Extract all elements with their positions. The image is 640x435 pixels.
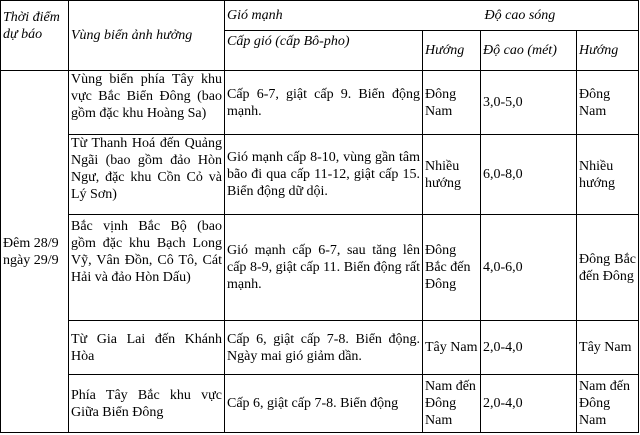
region-cell: Vùng biển phía Tây khu vực Bắc Biển Đông (bao gồm đặc khu Hoàng Sa) (69, 71, 225, 135)
header-height: Độ cao (mét) (481, 31, 577, 71)
table-row (1, 71, 639, 135)
table-row (1, 375, 639, 433)
region-cell: Bắc vịnh Bắc Bộ (bao gồm đặc khu Bạch Long Vỹ, Vân Đồn, Cô Tô, Cát Hải và đảo Hòn Dấu) (69, 215, 225, 321)
header-wave (484, 1, 639, 31)
level-cell: Cấp 6, giật cấp 7-8. Biển động. Ngày mai gió giảm dần. (225, 321, 423, 375)
level-cell: Gió mạnh cấp 6-7, sau tăng lên cấp 8-9, giật cấp 11. Biển động rất mạnh. (225, 215, 423, 321)
header-time: Thời điểm dự báo (1, 1, 69, 71)
forecast-time: Đêm 28/9 ngày 29/9 (1, 71, 69, 433)
wave-direction-cell: Nhiều hướng (577, 135, 639, 215)
wave-direction-cell: Tây Nam (577, 321, 639, 375)
table-row (1, 321, 639, 375)
region-cell: Phía Tây Bắc khu vực Giữa Biển Đông (69, 375, 225, 433)
header-level: Cấp gió (cấp Bô-pho) (225, 31, 423, 71)
region-cell: Từ Thanh Hoá đến Quảng Ngãi (bao gồm đảo Hòn Ngư, đặc khu Cồn Cỏ và Lý Sơn) (69, 135, 225, 215)
wave-direction-cell: Đông Nam (577, 71, 639, 135)
wave-direction-cell: Nam đến Đông Nam (577, 375, 639, 433)
height-cell: 3,0-5,0 (481, 71, 577, 135)
level-cell: Cấp 6-7, giật cấp 9. Biển động mạnh. (225, 71, 423, 135)
wave-direction-cell: Đông Bắc đến Đông (577, 215, 639, 321)
height-cell: 6,0-8,0 (481, 135, 577, 215)
level-cell: Cấp 6, giật cấp 7-8. Biển động (225, 375, 423, 433)
wind-direction-cell: Nhiều hướng (423, 135, 481, 215)
header-wave-label: Độ cao sóng (484, 8, 556, 23)
table-row (1, 135, 639, 215)
table-row (1, 215, 639, 321)
region-cell: Từ Gia Lai đến Khánh Hòa (69, 321, 225, 375)
header-wave-direction: Hướng (577, 31, 639, 71)
wind-direction-cell: Nam đến Đông Nam (423, 375, 481, 433)
height-cell: 4,0-6,0 (481, 215, 577, 321)
header-wind: Gió mạnh (225, 1, 577, 31)
header-region: Vùng biển ảnh hưởng (69, 1, 225, 71)
wind-direction-cell: Đông Bắc đến Đông (423, 215, 481, 321)
height-cell: 2,0-4,0 (481, 321, 577, 375)
height-cell: 2,0-4,0 (481, 375, 577, 433)
header-wind-direction: Hướng (423, 31, 481, 71)
wind-direction-cell: Đông Nam (423, 71, 481, 135)
wind-direction-cell: Tây Nam (423, 321, 481, 375)
level-cell: Gió mạnh cấp 8-10, vùng gần tâm bão đi qua cấp 11-12, giật cấp 15. Biển động dữ dội. (225, 135, 423, 215)
